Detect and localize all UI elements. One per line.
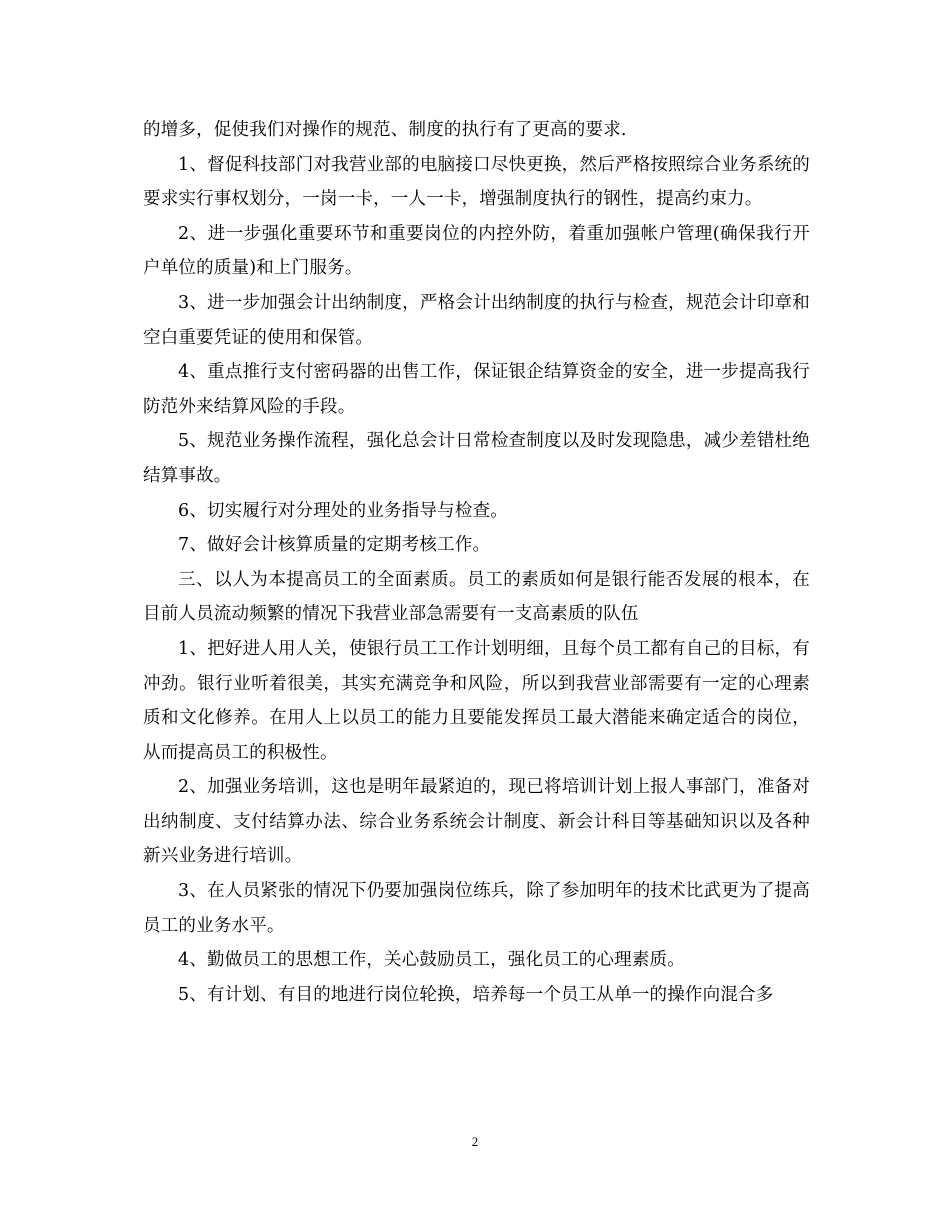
paragraph-staff-item-1: 1、把好进人用人关，使银行员工工作计划明细，且每个员工都有自己的目标，有冲劲。银行业听着很美，其实充满竞争和风险，所以到我营业部需要有一定的心理素质和文化修养。在用人上以员工的能力且要能发挥员工最大潜能来确定适合的岗位，从而提高员工的积极性。 <box>143 638 810 763</box>
paragraph-item-5: 5、规范业务操作流程，强化总会计日常检查制度以及时发现隐患，减少差错杜绝结算事故。 <box>143 431 810 486</box>
paragraph-staff-item-3: 3、在人员紧张的情况下仍要加强岗位练兵，除了参加明年的技术比武更为了提高员工的业务水平。 <box>143 881 810 936</box>
paragraph-staff-item-2: 2、加强业务培训，这也是明年最紧迫的，现已将培训计划上报人事部门，准备对出纳制度、支付结算办法、综合业务系统会计制度、新会计科目等基础知识以及各种新兴业务进行培训。 <box>143 777 810 867</box>
paragraph-item-4: 4、重点推行支付密码器的出售工作，保证银企结算资金的安全，进一步提高我行防范外来结算风险的手段。 <box>143 362 810 417</box>
paragraph-item-2: 2、进一步强化重要环节和重要岗位的内控外防，着重加强帐户管理(确保我行开户单位的质量)和上门服务。 <box>143 223 810 279</box>
paragraph-item-6: 6、切实履行对分理处的业务指导与检查。 <box>178 500 508 521</box>
document-body <box>143 113 810 1012</box>
paragraph-continuation: 的增多，促使我们对操作的规范、制度的执行有了更高的要求. <box>143 120 627 140</box>
paragraph-staff-item-5: 5、有计划、有目的地进行岗位轮换，培养每一个员工从单一的操作向混合多 <box>178 984 774 1005</box>
section-heading-three: 三、以人为本提高员工的全面素质。员工的素质如何是银行能否发展的根本，在目前人员流动频繁的情况下我营业部急需要有一支高素质的队伍 <box>143 569 810 625</box>
paragraph-staff-item-4: 4、勤做员工的思想工作，关心鼓励员工，强化员工的心理素质。 <box>178 950 685 971</box>
paragraph-item-7: 7、做好会计核算质量的定期考核工作。 <box>178 535 491 556</box>
paragraph-item-3: 3、进一步加强会计出纳制度，严格会计出纳制度的执行与检查，规范会计印章和空白重要凭证的使用和保管。 <box>143 292 810 348</box>
page-number: 2 <box>471 1134 479 1149</box>
paragraph-item-1: 1、督促科技部门对我营业部的电脑接口尽快更换，然后严格按照综合业务系统的要求实行事权划分，一岗一卡，一人一卡，增强制度执行的钢性，提高约束力。 <box>143 154 810 210</box>
